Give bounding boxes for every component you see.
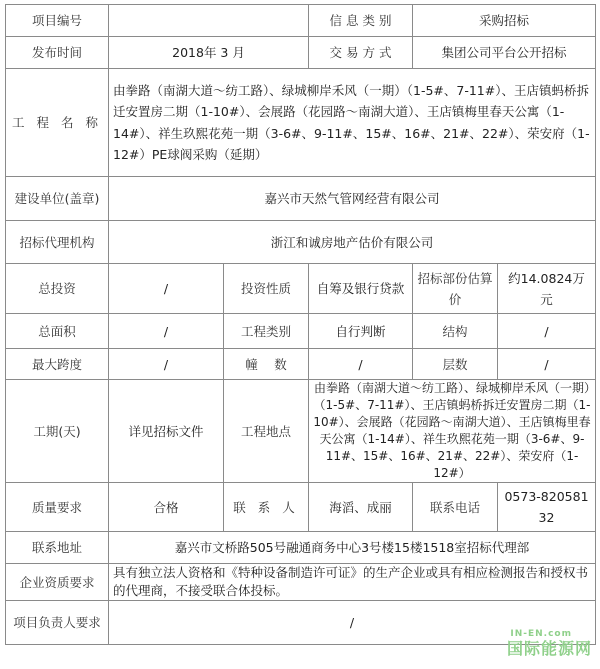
row-qualification — [6, 564, 596, 601]
row-address — [6, 532, 596, 564]
site-label: 工程地点 — [224, 380, 309, 483]
builder-label: 建设单位(盖章) — [6, 177, 109, 221]
project-name-label: 工 程 名 称 — [6, 69, 109, 177]
contact-label: 联 系 人 — [224, 483, 309, 532]
type-value: 自行判断 — [309, 314, 413, 349]
builder-value: 嘉兴市天然气管网经营有限公司 — [109, 177, 596, 221]
span-label: 最大跨度 — [6, 349, 109, 380]
nature-label: 投资性质 — [224, 264, 309, 314]
project-name-value: 由拳路（南湖大道～纺工路）、绿城柳岸禾风（一期）（1-5#、7-11#）、王店镇蚂桥拆迁安置房二期（1-10#）、会展路（花园路～南湖大道）、王店镇梅里春天公寓（1-14#）、祥生玖熙花苑一期（3-6#、9-11#、15#、16#、21#、22#）、荣安府（1-12#）PE球阀采购（延期） — [109, 69, 596, 177]
row-agency — [6, 221, 596, 264]
quality-label: 质量要求 — [6, 483, 109, 532]
info-type-label: 信 息 类 别 — [309, 5, 413, 37]
row-builder — [6, 177, 596, 221]
nature-value: 自筹及银行贷款 — [309, 264, 413, 314]
structure-label: 结构 — [413, 314, 498, 349]
floors-label: 层数 — [413, 349, 498, 380]
phone-label: 联系电话 — [413, 483, 498, 532]
investment-label: 总投资 — [6, 264, 109, 314]
period-value: 详见招标文件 — [109, 380, 224, 483]
qualification-value: 具有独立法人资格和《特种设备制造许可证》的生产企业或具有相应检测报告和授权书的代理商，不接受联合体投标。 — [109, 564, 596, 601]
project-no-label: 项目编号 — [6, 5, 109, 37]
agency-value: 浙江和诚房地产估价有限公司 — [109, 221, 596, 264]
site-value: 由拳路（南湖大道～纺工路）、绿城柳岸禾风（一期）（1-5#、7-11#）、王店镇蚂桥拆迁安置房二期（1-10#）、会展路（花园路～南湖大道）、王店镇梅里春天公寓（1-14#）、祥生玖熙花苑一期（3-6#、9-11#、15#、16#、21#、22#）、荣安府（1-12#） — [309, 380, 596, 483]
row-investment — [6, 264, 596, 314]
row-period — [6, 380, 596, 483]
count-value: / — [309, 349, 413, 380]
count-label: 幢 数 — [224, 349, 309, 380]
leader-label: 项目负责人要求 — [6, 601, 109, 645]
row-project-name — [6, 69, 596, 177]
structure-value: / — [498, 314, 596, 349]
row-project-no — [6, 5, 596, 37]
period-label: 工期(天) — [6, 380, 109, 483]
row-span — [6, 349, 596, 380]
quality-value: 合格 — [109, 483, 224, 532]
area-label: 总面积 — [6, 314, 109, 349]
row-publish — [6, 37, 596, 69]
trade-value: 集团公司平台公开招标 — [413, 37, 596, 69]
floors-value: / — [498, 349, 596, 380]
qualification-label: 企业资质要求 — [6, 564, 109, 601]
span-value: / — [109, 349, 224, 380]
area-value: / — [109, 314, 224, 349]
budget-value: 约14.0824万元 — [498, 264, 596, 314]
address-value: 嘉兴市文桥路505号融通商务中心3号楼15楼1518室招标代理部 — [109, 532, 596, 564]
agency-label: 招标代理机构 — [6, 221, 109, 264]
address-label: 联系地址 — [6, 532, 109, 564]
contact-value: 海滔、成丽 — [309, 483, 413, 532]
row-quality — [6, 483, 596, 532]
investment-value: / — [109, 264, 224, 314]
watermark-brand: 国际能源网 — [506, 639, 592, 658]
site-watermark — [472, 615, 592, 659]
row-area — [6, 314, 596, 349]
info-type-value: 采购招标 — [413, 5, 596, 37]
publish-label: 发布时间 — [6, 37, 109, 69]
trade-label: 交 易 方 式 — [309, 37, 413, 69]
watermark-domain: IN-EN.com — [510, 629, 572, 639]
budget-label: 招标部份估算价 — [413, 264, 498, 314]
publish-value: 2018年 3 月 — [109, 37, 309, 69]
project-no-value — [109, 5, 309, 37]
type-label: 工程类别 — [224, 314, 309, 349]
tender-info-table — [5, 4, 596, 645]
phone-value: 0573-82058132 — [498, 483, 596, 532]
leader-value: / — [109, 601, 596, 645]
